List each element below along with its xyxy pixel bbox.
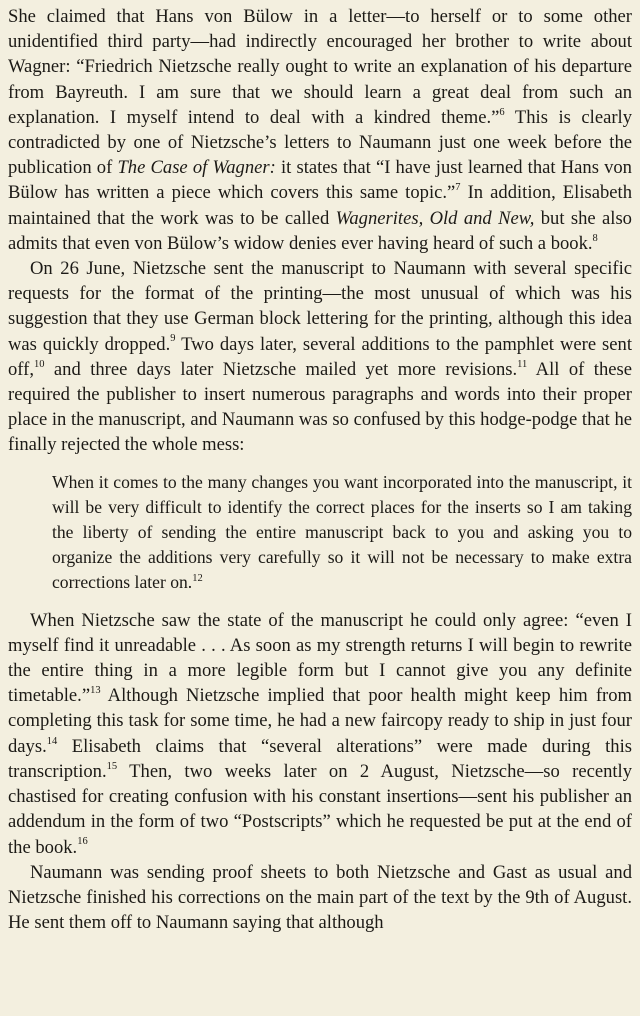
text-run: but she also admits that even von Bülow’s widow denies ever having heard of such a book. [8,207,632,254]
paragraph-4 [8,860,632,936]
footnote-ref: 16 [77,836,88,848]
text-run: On 26 June, Nietzsche sent the manuscript to Naumann with several specific requests for the format of the printing—the most unusual of which was his suggestion that they use German block lettering for the printing, although this idea was quickly dropped. [8,258,632,355]
block-quote [52,470,632,596]
footnote-ref: 7 [455,182,461,194]
text-run: When Nietzsche saw the state of the manuscript he could only agree: “even I myself find it unreadable . . . As soon as my strength returns I will begin to rewrite the entire thing in a more legible form but I cannot give you any definite timetable.” [8,609,632,707]
text-run: Although Nietzsche implied that poor health might keep him from completing this task for some time, he had a new faircopy ready to ship in just four days. [8,685,632,757]
footnote-ref: 9 [170,333,176,345]
text-run: Two days later, several additions to the pamphlet were sent off, [8,333,632,380]
text-run: Then, two weeks later on 2 August, Nietzsche—so recently chastised for creating confusion with his constant insertions—sent his publisher an addendum in the form of two “Postscripts” which he requested be put at the end of the book. [8,760,632,858]
text-run: Elisabeth claims that “several alterations” were made during this transcription. [8,735,632,782]
italic-title: Wagnerites, Old and New, [335,207,535,229]
text-run: Naumann was sending proof sheets to both Nietzsche and Gast as usual and Nietzsche finished his corrections on the main part of the text by the 9th of August. He sent them off to Naumann saying that although [8,861,632,934]
footnote-ref: 14 [46,735,58,747]
paragraph-1 [8,4,632,256]
footnote-ref: 11 [517,358,528,370]
footnote-ref: 10 [34,358,45,370]
text-run: In addition, Elisabeth maintained that the work was to be called [8,182,632,229]
text-run: She claimed that Hans von Bülow in a letter—to herself or to some other unidentified third party—had indirectly encouraged her brother to write about Wagner: “Friedrich Nietzsche really ought to write an explanation of his departure from Bayreuth. I am sure that we should learn a great deal from such an explanation. I myself intend to deal with a kindred theme.” [8,6,632,128]
footnote-ref: 8 [592,232,598,244]
text-run: This is clearly contradicted by one of Nietzsche’s letters to Naumann just one week before the publication of [8,106,632,179]
text-run: All of these required the publisher to insert numerous paragraphs and words into their proper place in the manuscript, and Naumann was so confused by this hodge-podge that he finally rejected the whole mess: [8,358,632,456]
paragraph-2 [8,256,632,458]
text-run: it states that “I have just learned that Hans von Bülow has written a piece which covers this same topic.” [8,157,632,204]
italic-title: The Case of Wagner: [117,157,276,179]
footnote-ref: 13 [90,685,101,697]
text-run: When it comes to the many changes you want incorporated into the manuscript, it will be very difficult to identify the correct places for the inserts so I am taking the liberty of sending the entire manuscript back to you and asking you to organize the additions very carefully so it will not be necessary to make extra corrections later on. [52,471,632,593]
text-run: and three days later Nietzsche mailed yet more revisions. [44,358,518,380]
paragraph-3 [8,608,632,860]
footnote-ref: 15 [106,760,118,772]
footnote-ref: 6 [499,106,505,118]
footnote-ref: 12 [192,572,203,584]
